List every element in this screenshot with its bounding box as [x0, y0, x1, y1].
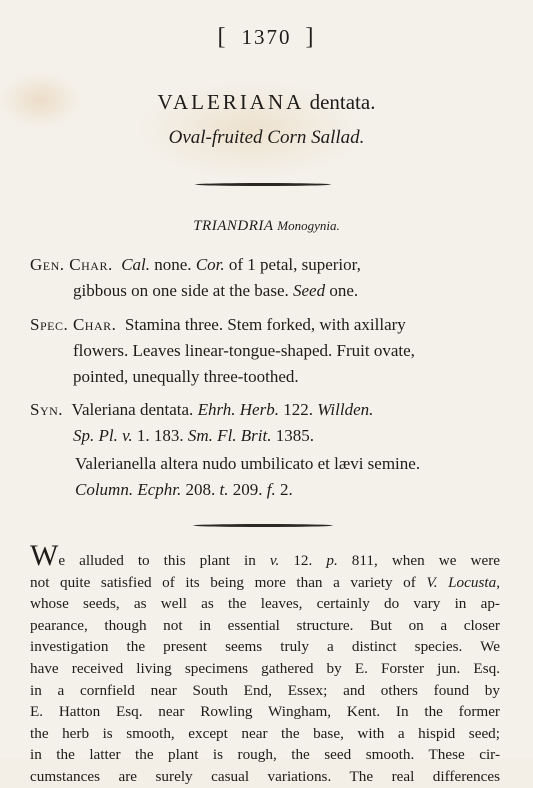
syn-text: 208. [181, 480, 220, 499]
linnaean-order: Monogynia. [277, 218, 340, 233]
ornamental-rule-top [195, 183, 331, 186]
syn-ref: Sp. Pl. v. [73, 426, 133, 445]
spec-char-line-1 [30, 312, 500, 338]
line-ref: v. [269, 552, 280, 569]
syn-ref: Willden. [317, 400, 374, 419]
species-name: dentata. [309, 90, 376, 114]
line-text: , [496, 573, 500, 591]
paragraph-line [30, 539, 500, 572]
page-number-value: 1370 [241, 25, 292, 49]
gen-term: Seed [293, 281, 326, 300]
syn-text: 1385. [271, 426, 314, 445]
paragraph-line: pearance, though not in essential structure. But on a closer [30, 616, 500, 634]
specific-character [30, 312, 500, 390]
line-text: 811, when we were [337, 552, 500, 569]
syn-line-1 [30, 397, 500, 423]
gen-text: one. [325, 281, 359, 300]
genus-name: VALERIANA [157, 90, 305, 114]
paragraph-line [30, 572, 500, 594]
syn-text: 122. [278, 400, 318, 419]
description-paragraph [30, 539, 500, 788]
paragraph-line: whose seeds, as well as the leaves, certainly do vary in ap- [30, 595, 500, 613]
gen-text: gibbous on one side at the base. [73, 281, 294, 300]
syn-line-2 [30, 423, 500, 449]
paragraph-line: have received living specimens gathered by E. Forster jun. Esq. [30, 659, 500, 677]
syn-ref: Sm. Fl. Brit. [187, 426, 272, 445]
bracket-left: [ [217, 24, 228, 50]
ornamental-rule-bottom [193, 524, 333, 527]
syn-line-3: Valerianella altera nudo umbilicato et lævi semine. [75, 454, 421, 473]
classification-line [0, 218, 533, 235]
line-text: 12. [279, 552, 327, 569]
syn-text: 1. 183. [132, 426, 188, 445]
syn-text: 2. [275, 480, 293, 499]
page-number [0, 24, 533, 51]
spec-char-line-2: flowers. Leaves linear-tongue-shaped. Fruit ovate, [73, 341, 415, 360]
syn-line-4 [75, 477, 505, 503]
gen-term: Cor. [195, 255, 225, 274]
gen-char-line-2 [30, 278, 500, 304]
syn-ref: t. [219, 480, 229, 499]
bracket-right: ] [305, 24, 316, 50]
syn-ref: Ehrh. Herb. [197, 400, 279, 419]
line-ref: p. [326, 552, 338, 569]
linnaean-class: TRIANDRIA [193, 218, 274, 234]
syn-text: 209. [228, 480, 267, 499]
syn-text: Valeriana dentata. [71, 400, 198, 419]
line-text: not quite satisfied of its being more than a variety of [30, 573, 427, 591]
page-title [0, 90, 533, 115]
synonymy-secondary [75, 451, 505, 503]
generic-character [30, 252, 500, 304]
spec-char-label: Spec. Char. [30, 315, 117, 334]
paragraph-line: the herb is smooth, except near the base, with a hispid seed; [30, 724, 500, 742]
drop-cap: W [30, 539, 59, 572]
gen-term: Cal. [121, 255, 151, 274]
syn-label: Syn. [30, 400, 64, 419]
syn-ref: Column. Ecphr. [75, 480, 182, 499]
paragraph-line: investigation the present seems truly a distinct species. We [30, 638, 500, 656]
paragraph-line: cumstances are surely casual variations. The real differences [30, 767, 500, 785]
gen-char-line-1 [30, 252, 500, 278]
line-ref: V. Locusta [426, 573, 497, 591]
paragraph-line: E. Hatton Esq. near Rowling Wingham, Kent. In the former [30, 703, 500, 721]
synonymy [30, 397, 500, 449]
line-text: e alluded to this plant in [58, 552, 270, 569]
gen-text: none. [150, 255, 196, 274]
spec-text: Stamina three. Stem forked, with axillary [124, 315, 406, 334]
gen-text: of 1 petal, superior, [224, 255, 361, 274]
gen-char-label: Gen. Char. [30, 255, 113, 274]
spec-char-line-3: pointed, unequally three-toothed. [73, 367, 299, 386]
paragraph-line: in a cornfield near South End, Essex; and others found by [30, 681, 500, 699]
common-name: Oval-fruited Corn Sallad. [168, 127, 365, 148]
paragraph-line: in the latter the plant is rough, the seed smooth. These cir- [30, 746, 500, 764]
syn-ref: f. [266, 480, 276, 499]
